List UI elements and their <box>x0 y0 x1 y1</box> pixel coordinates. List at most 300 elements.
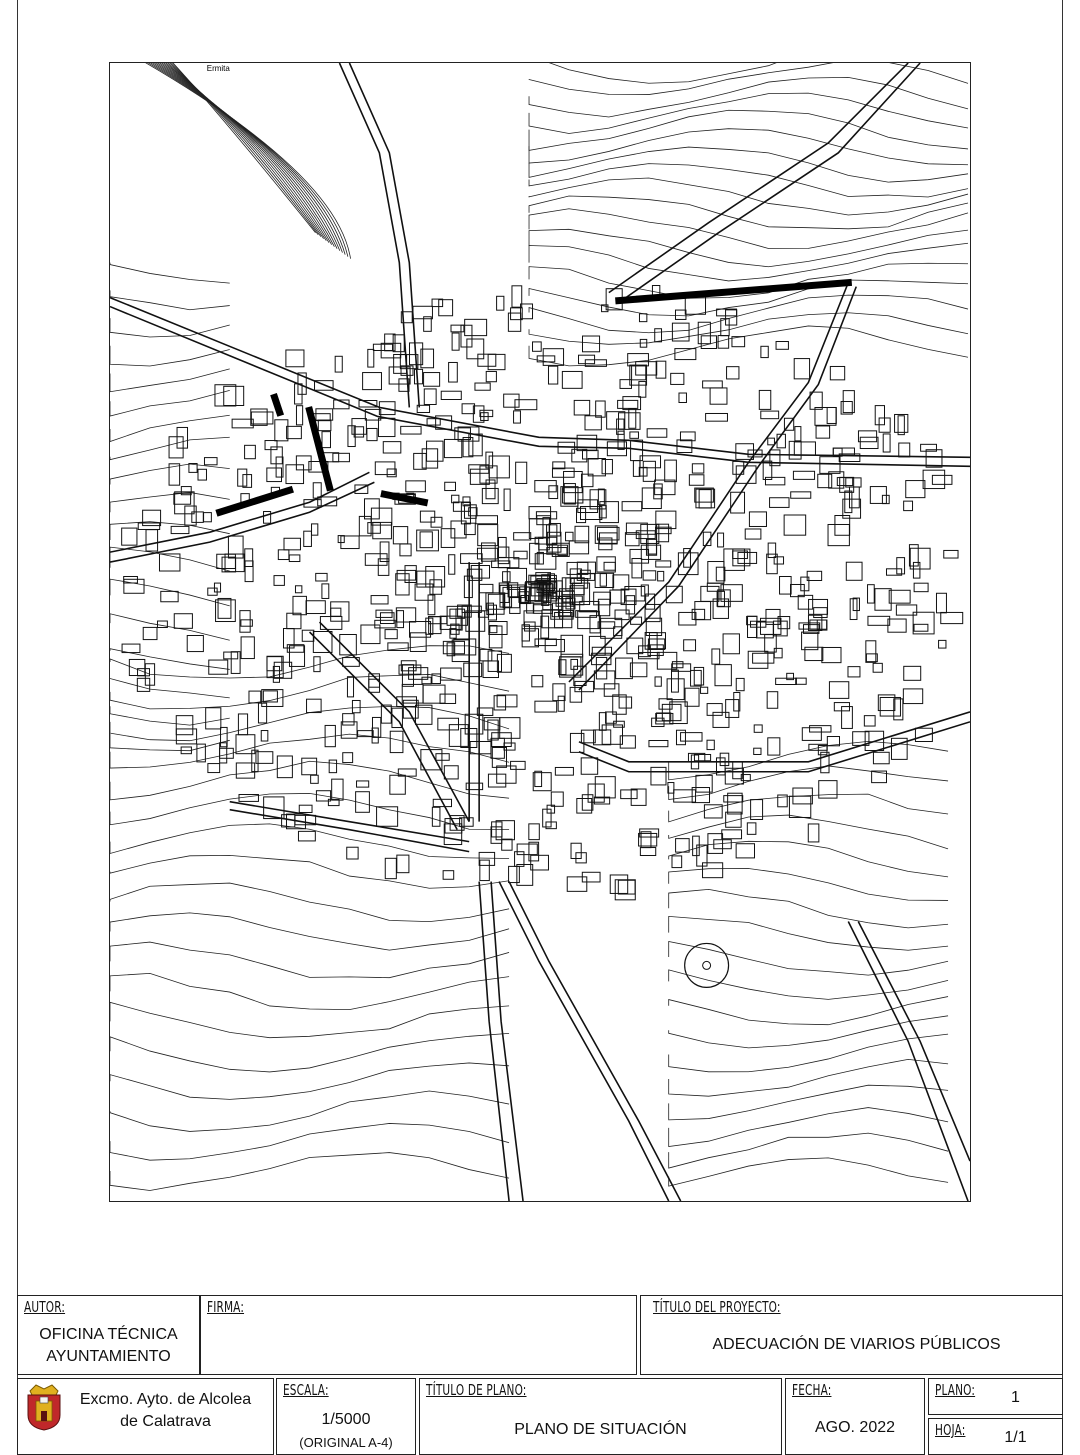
building-block <box>628 354 649 366</box>
building-block <box>463 438 473 457</box>
building-block <box>883 434 890 452</box>
building-block <box>452 333 459 350</box>
building-block <box>420 511 434 522</box>
building-block <box>343 753 353 763</box>
building-block <box>492 561 510 568</box>
building-block <box>533 342 542 351</box>
building-block <box>581 758 597 774</box>
building-block <box>643 571 656 580</box>
building-block <box>218 598 231 618</box>
building-block <box>138 523 159 529</box>
building-block <box>936 593 946 613</box>
building-block <box>424 389 436 405</box>
building-block <box>679 393 686 402</box>
contour-line <box>529 313 968 345</box>
building-block <box>449 555 455 574</box>
building-block <box>286 350 304 367</box>
building-block <box>347 847 358 859</box>
building-block <box>570 569 581 584</box>
building-block <box>567 877 587 891</box>
building-block <box>671 373 684 384</box>
building-block <box>712 649 720 664</box>
building-block <box>329 760 336 773</box>
contour-line <box>669 1158 948 1186</box>
building-block <box>551 792 563 806</box>
building-block <box>932 475 952 484</box>
building-block <box>441 668 462 680</box>
plano-value: 1 <box>1011 1389 1020 1406</box>
building-block <box>701 687 708 693</box>
contour-line <box>529 147 968 182</box>
building-block <box>439 300 453 316</box>
building-block <box>747 823 756 834</box>
building-block <box>478 354 496 366</box>
building-block <box>707 704 722 716</box>
building-block <box>873 663 882 672</box>
building-block <box>598 599 609 615</box>
building-block <box>159 554 179 571</box>
building-block <box>595 573 613 587</box>
building-block <box>622 502 642 511</box>
building-block <box>810 726 831 732</box>
building-block <box>368 523 381 534</box>
contour-line <box>669 916 948 950</box>
building-block <box>426 618 433 634</box>
building-block <box>535 701 557 712</box>
contour-line <box>110 913 509 950</box>
building-block <box>793 471 814 479</box>
building-block <box>497 695 517 707</box>
building-block <box>572 449 587 462</box>
building-block <box>462 404 474 414</box>
building-block <box>465 319 487 335</box>
building-block <box>267 468 282 482</box>
contour-line <box>132 63 348 257</box>
building-block <box>124 579 144 593</box>
building-block <box>284 538 300 550</box>
building-block <box>548 366 557 384</box>
building-block <box>286 465 304 484</box>
contour-line <box>669 889 948 928</box>
building-block <box>816 426 830 438</box>
building-block <box>251 412 273 424</box>
building-block <box>864 716 875 726</box>
building-block <box>761 411 779 419</box>
building-block <box>753 653 774 663</box>
building-block <box>745 529 761 539</box>
building-block <box>514 411 521 423</box>
building-block <box>566 532 573 540</box>
contour-line <box>669 1133 948 1168</box>
building-block <box>410 622 431 638</box>
contour-line <box>110 290 230 309</box>
building-block <box>432 299 443 306</box>
building-block <box>840 477 854 492</box>
building-block <box>588 459 605 476</box>
building-block <box>295 586 301 593</box>
building-block <box>383 442 401 453</box>
building-block <box>595 777 615 798</box>
building-block <box>842 707 853 729</box>
building-block <box>602 725 622 744</box>
building-block <box>882 495 889 503</box>
contour-line <box>110 649 230 670</box>
building-block <box>941 612 963 623</box>
building-block <box>489 626 502 648</box>
building-block <box>796 678 806 684</box>
building-block <box>577 799 592 814</box>
building-block <box>479 584 493 592</box>
building-block <box>675 310 685 319</box>
building-block <box>799 623 820 629</box>
building-block <box>278 550 289 560</box>
building-block <box>138 669 150 676</box>
entity-line1: Excmo. Ayto. de Alcolea <box>79 1391 252 1408</box>
contour-line <box>161 63 318 235</box>
building-block <box>422 449 437 468</box>
building-block <box>367 428 377 440</box>
contour-line <box>110 492 230 512</box>
building-block <box>547 525 557 545</box>
building-block <box>632 559 642 578</box>
building-block <box>923 470 945 488</box>
building-block <box>830 366 844 379</box>
building-block <box>438 718 459 730</box>
building-block <box>298 831 315 841</box>
building-block <box>221 727 228 746</box>
urban-blocks <box>122 286 963 900</box>
building-block <box>607 412 625 429</box>
autor-label: AUTOR: <box>24 1298 66 1316</box>
escala-value: 1/5000 <box>321 1411 371 1428</box>
contour-line <box>110 646 509 678</box>
building-block <box>699 490 711 508</box>
building-block <box>479 852 494 865</box>
building-block <box>639 314 646 322</box>
building-block <box>385 630 397 639</box>
autor-line1: OFICINA TÉCNICA <box>39 1326 178 1343</box>
contour-line <box>110 1091 509 1131</box>
contour-line <box>529 93 968 133</box>
building-block <box>845 491 852 513</box>
contour-line <box>529 63 968 83</box>
building-block <box>904 501 913 510</box>
building-block <box>533 773 551 791</box>
building-block <box>480 860 489 880</box>
building-block <box>564 471 583 492</box>
building-block <box>444 766 458 779</box>
building-block <box>691 670 702 686</box>
building-block <box>875 406 884 425</box>
building-block <box>632 366 646 380</box>
building-block <box>514 533 531 540</box>
building-block <box>598 489 604 505</box>
building-block <box>726 700 739 718</box>
building-block <box>815 407 836 425</box>
building-block <box>640 848 655 856</box>
building-block <box>441 391 461 399</box>
building-block <box>287 613 301 628</box>
contour-line <box>669 1016 948 1048</box>
plano-cell <box>928 1378 1063 1415</box>
building-block <box>296 406 302 425</box>
building-block <box>583 450 599 459</box>
building-block <box>718 533 724 547</box>
building-block <box>390 775 405 794</box>
building-block <box>926 450 942 467</box>
building-block <box>720 753 729 765</box>
building-block <box>575 526 589 542</box>
titulo-proyecto-label: TÍTULO DEL PROYECTO: <box>653 1298 781 1316</box>
building-block <box>672 662 683 668</box>
building-block <box>768 543 775 557</box>
building-block <box>763 461 772 479</box>
building-block <box>641 832 651 848</box>
building-block <box>378 418 394 436</box>
building-block <box>553 684 565 701</box>
contour-line <box>110 706 230 725</box>
building-block <box>585 416 601 430</box>
building-block <box>655 329 662 342</box>
building-block <box>368 349 374 367</box>
contour-line <box>110 855 509 888</box>
building-block <box>610 590 625 603</box>
building-block <box>701 336 716 349</box>
building-block <box>427 441 443 461</box>
building-block <box>535 771 542 786</box>
building-block <box>428 595 435 615</box>
building-block <box>563 488 583 503</box>
building-block <box>590 616 600 633</box>
building-block <box>888 619 906 632</box>
building-block <box>467 339 484 359</box>
plano-label: PLANO: <box>935 1381 976 1399</box>
building-block <box>249 691 261 703</box>
building-block <box>809 599 828 614</box>
contour-line <box>529 209 968 249</box>
building-block <box>810 392 822 409</box>
escala-label: ESCALA: <box>283 1381 329 1399</box>
building-block <box>302 758 317 775</box>
building-block <box>424 373 440 387</box>
building-block <box>397 611 404 628</box>
building-block <box>736 844 754 858</box>
building-block <box>264 512 271 524</box>
building-block <box>895 414 908 432</box>
building-block <box>679 612 696 625</box>
building-block <box>656 361 666 378</box>
building-block <box>666 586 682 602</box>
building-block <box>748 651 768 668</box>
contour-line <box>110 679 230 698</box>
building-block <box>629 409 636 429</box>
building-block <box>868 585 875 603</box>
building-block <box>596 401 605 417</box>
building-block <box>122 528 137 545</box>
building-block <box>318 420 331 431</box>
building-block <box>393 527 407 544</box>
building-block <box>522 625 529 641</box>
building-block <box>589 636 605 655</box>
building-block <box>904 666 921 680</box>
building-block <box>613 575 629 590</box>
building-block <box>333 453 350 461</box>
building-block <box>331 608 341 616</box>
contour-line <box>158 63 320 237</box>
building-block <box>765 477 784 484</box>
contour-line <box>110 614 230 641</box>
building-block <box>245 549 253 567</box>
building-block <box>341 722 357 738</box>
building-block <box>261 731 268 741</box>
contour-line <box>669 970 948 999</box>
building-block <box>600 574 606 587</box>
building-block <box>655 480 675 495</box>
building-block <box>853 598 859 610</box>
building-block <box>944 550 958 558</box>
building-block <box>287 426 302 438</box>
building-block <box>231 652 240 674</box>
building-block <box>420 532 432 548</box>
titulo-proyecto-value: ADECUACIÓN DE VIARIOS PÚBLICOS <box>712 1336 1001 1353</box>
building-block <box>451 325 464 332</box>
building-block <box>780 576 792 594</box>
building-block <box>829 682 848 699</box>
building-block <box>486 371 496 381</box>
building-block <box>444 824 461 845</box>
building-block <box>727 367 739 379</box>
building-block <box>693 836 700 855</box>
map-drawing <box>110 63 970 1201</box>
building-block <box>504 489 510 510</box>
building-block <box>897 558 905 574</box>
building-block <box>630 549 649 563</box>
building-block <box>475 383 490 390</box>
situation-map <box>109 62 971 1202</box>
building-block <box>858 431 876 442</box>
building-block <box>726 310 737 325</box>
building-block <box>849 487 859 508</box>
building-block <box>372 717 380 737</box>
building-block <box>422 677 431 683</box>
building-block <box>631 789 646 805</box>
building-block <box>599 506 606 518</box>
building-block <box>642 488 661 509</box>
building-block <box>490 626 497 633</box>
building-block <box>146 530 158 551</box>
building-block <box>449 362 458 382</box>
contour-line <box>110 369 230 392</box>
building-block <box>731 492 745 513</box>
titulo-plano-cell <box>419 1378 782 1455</box>
building-block <box>868 616 890 625</box>
contour-line <box>110 390 230 416</box>
building-block <box>820 457 840 474</box>
building-block <box>503 572 510 582</box>
building-block <box>299 805 312 812</box>
building-block <box>414 453 426 469</box>
building-block <box>204 458 217 465</box>
building-block <box>497 654 511 672</box>
building-block <box>794 442 815 455</box>
building-block <box>692 609 704 619</box>
building-block <box>208 764 220 773</box>
building-block <box>736 678 744 690</box>
building-block <box>722 830 742 839</box>
building-block <box>307 699 322 712</box>
building-block <box>575 681 594 691</box>
building-block <box>759 390 770 409</box>
building-block <box>497 296 504 310</box>
building-block <box>939 640 946 648</box>
highlighted-streets <box>220 283 849 513</box>
building-block <box>204 513 212 522</box>
building-block <box>494 696 505 710</box>
fecha-cell <box>785 1378 925 1455</box>
contour-line <box>140 63 340 251</box>
building-block <box>873 752 889 763</box>
building-block <box>414 369 422 383</box>
building-block <box>776 342 788 350</box>
building-block <box>502 839 512 850</box>
building-block <box>396 608 415 622</box>
building-block <box>695 602 711 620</box>
building-block <box>529 519 543 539</box>
building-block <box>768 738 780 755</box>
building-block <box>713 599 728 618</box>
building-block <box>754 725 762 732</box>
titulo-proyecto-cell <box>640 1295 1063 1375</box>
building-block <box>706 413 728 421</box>
contour-line <box>148 63 332 245</box>
contour-line <box>529 243 968 281</box>
autor-cell <box>17 1295 200 1375</box>
contour-line <box>110 415 230 441</box>
building-block <box>480 410 493 416</box>
contour-line <box>669 841 948 877</box>
building-block <box>643 461 655 481</box>
building-block <box>784 515 806 535</box>
building-block <box>680 432 695 441</box>
fecha-label: FECHA: <box>792 1381 832 1399</box>
building-block <box>749 512 766 527</box>
building-block <box>695 488 714 502</box>
building-block <box>429 617 447 624</box>
building-block <box>602 460 612 474</box>
contour-line <box>110 1002 509 1037</box>
building-block <box>363 373 382 390</box>
escala-cell <box>276 1378 416 1455</box>
contour-line <box>110 761 509 800</box>
titulo-plano-value: PLANO DE SITUACIÓN <box>514 1421 687 1438</box>
building-block <box>169 437 183 458</box>
building-block <box>176 729 196 744</box>
contour-line <box>110 1153 509 1191</box>
building-block <box>676 839 690 852</box>
building-block <box>814 608 827 618</box>
building-block <box>684 640 696 651</box>
building-block <box>215 385 236 406</box>
building-block <box>206 708 221 729</box>
contour-line <box>164 63 316 233</box>
building-block <box>639 382 646 398</box>
contour-line <box>110 437 230 459</box>
building-block <box>406 481 426 492</box>
building-block <box>397 570 415 580</box>
building-block <box>322 584 329 599</box>
building-block <box>511 761 526 769</box>
building-block <box>238 469 247 486</box>
